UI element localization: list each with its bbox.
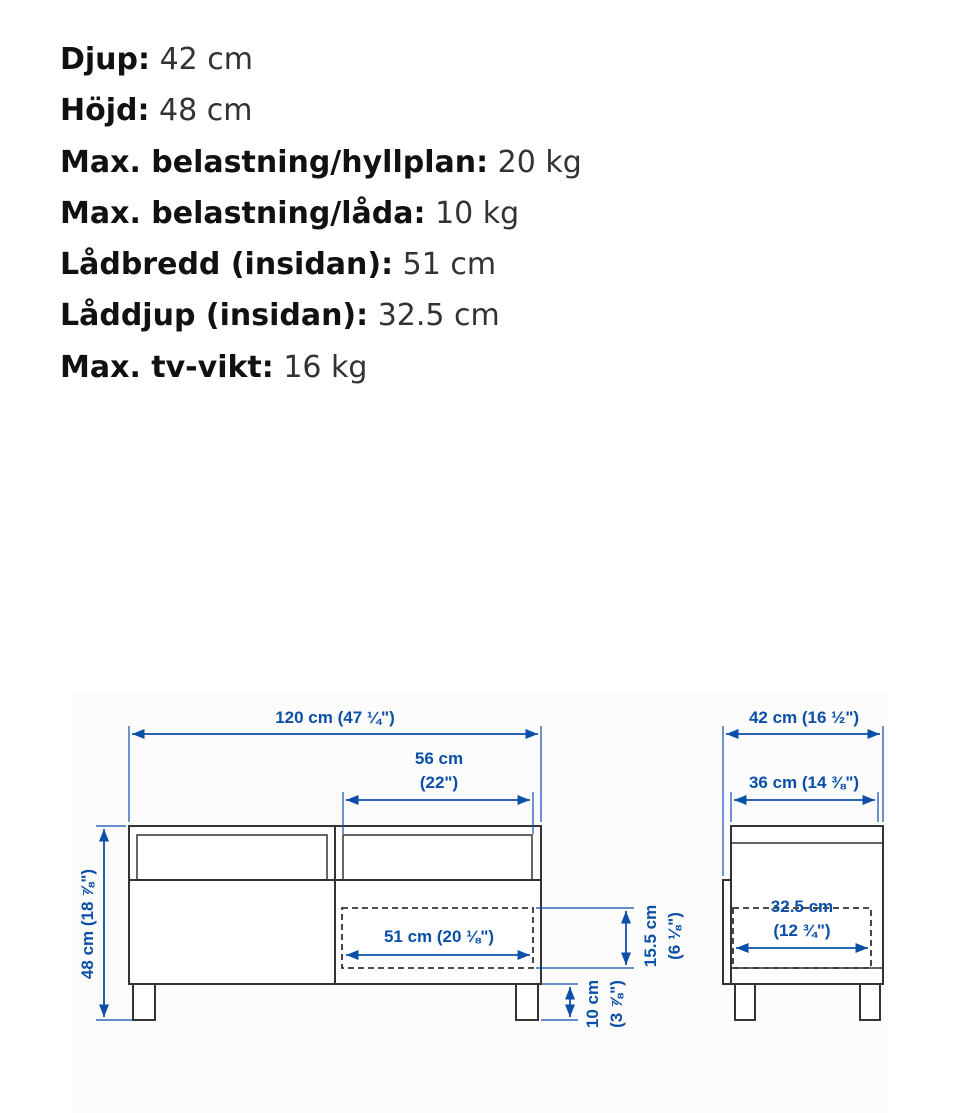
spec-value: 42 cm	[159, 42, 253, 77]
label-drawer-depth-2: (12 ¾")	[773, 921, 831, 940]
label-depth: 42 cm (16 ½")	[748, 708, 860, 727]
spec-value: 32.5 cm	[377, 298, 500, 334]
label-compartment-width-2: (22")	[419, 773, 459, 792]
front-view	[129, 826, 541, 1020]
side-leg-left	[735, 984, 755, 1020]
label-drawer-height-2: (6 ⅛")	[665, 912, 684, 960]
spec-label: Max. belastning/hyllplan:	[60, 144, 489, 180]
spec-label: Max. belastning/låda:	[60, 195, 426, 231]
label-compartment-width-1: 56 cm	[414, 749, 464, 768]
label-drawer-height-1: 15.5 cm	[641, 904, 660, 968]
front-leg-right	[516, 984, 538, 1020]
front-leg-left	[133, 984, 155, 1020]
spec-value: 51 cm	[402, 247, 497, 283]
spec-value: 48 cm	[159, 93, 253, 129]
side-leg-right	[860, 984, 880, 1020]
spec-label: Max. tv-vikt:	[60, 349, 274, 385]
spec-value: 10 kg	[435, 195, 520, 231]
label-drawer-width: 51 cm (20 ⅛")	[383, 927, 495, 946]
spec-label: Lådbredd (insidan):	[60, 247, 394, 283]
side-drawer-front	[723, 880, 731, 984]
spec-value: 16 kg	[283, 349, 368, 385]
label-height: 48 cm (18 ⅞")	[78, 868, 97, 980]
label-inner-depth: 36 cm (14 ⅜")	[748, 773, 860, 792]
label-leg-height-1: 10 cm	[583, 979, 602, 1029]
spec-label: Låddjup (insidan):	[60, 298, 369, 334]
spec-value: 20 kg	[497, 144, 582, 180]
label-leg-height-2: (3 ⅞")	[607, 980, 626, 1028]
label-total-width: 120 cm (47 ¼")	[275, 708, 395, 727]
spec-label: Djup:	[60, 42, 151, 77]
label-drawer-depth-1: 32.5 cm	[770, 897, 834, 916]
spec-label: Höjd:	[60, 93, 150, 129]
